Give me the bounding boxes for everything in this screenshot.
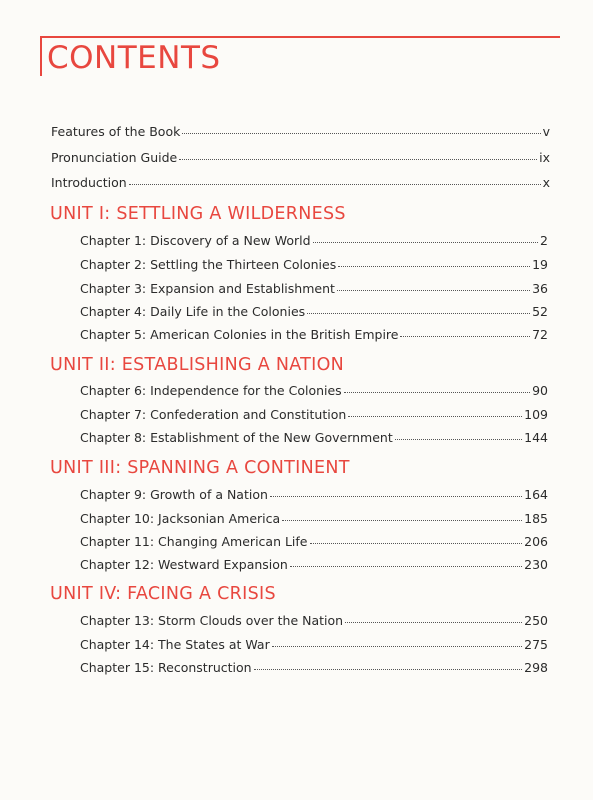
toc-chapter-entry[interactable] <box>80 381 548 399</box>
toc-entry-page: 250 <box>524 613 548 628</box>
toc-entry-label: Chapter 15: Reconstruction <box>80 660 252 675</box>
toc-chapter-entry[interactable] <box>80 555 548 573</box>
dot-leader <box>270 483 522 497</box>
unit-heading[interactable]: UNIT I: SETTLING A WILDERNESS <box>50 204 346 224</box>
toc-entry-label: Chapter 11: Changing American Life <box>80 534 308 549</box>
toc-entry-page: 230 <box>524 557 548 572</box>
toc-chapter-entry[interactable] <box>80 325 548 343</box>
toc-entry-label: Chapter 9: Growth of a Nation <box>80 487 268 502</box>
toc-entry-label: Chapter 4: Daily Life in the Colonies <box>80 304 306 319</box>
toc-entry-page: x <box>542 175 550 190</box>
toc-entry-label: Chapter 8: Establishment of the New Government <box>80 430 393 445</box>
toc-chapter-entry[interactable] <box>80 611 548 629</box>
dot-leader <box>307 300 530 314</box>
dot-leader <box>254 656 523 670</box>
dot-leader <box>282 507 522 521</box>
toc-chapter-entry[interactable] <box>80 635 548 653</box>
toc-chapter-entry[interactable] <box>80 231 548 249</box>
toc-chapter-entry[interactable] <box>80 302 548 320</box>
dot-leader <box>400 323 530 337</box>
toc-entry-page: 109 <box>524 407 548 422</box>
dot-leader <box>337 277 530 291</box>
toc-entry-page: 164 <box>524 487 548 502</box>
toc-entry-page: 36 <box>532 281 548 296</box>
dot-leader <box>310 530 523 544</box>
header-corner-tick <box>40 36 42 76</box>
dot-leader <box>338 253 530 267</box>
unit-heading[interactable]: UNIT IV: FACING A CRISIS <box>50 584 276 604</box>
toc-entry-page: 52 <box>532 304 548 319</box>
toc-entry-label: Introduction <box>51 175 127 190</box>
toc-chapter-entry[interactable] <box>80 658 548 676</box>
dot-leader <box>313 229 539 243</box>
toc-chapter-entry[interactable] <box>80 509 548 527</box>
toc-entry-label: Chapter 14: The States at War <box>80 637 270 652</box>
dot-leader <box>272 633 522 647</box>
toc-entry-page: v <box>542 124 550 139</box>
toc-entry-label: Chapter 10: Jacksonian America <box>80 511 281 526</box>
toc-entry-label: Chapter 6: Independence for the Colonies <box>80 383 342 398</box>
toc-entry-features[interactable] <box>51 122 550 140</box>
toc-entry-page: 206 <box>524 534 548 549</box>
unit-heading[interactable]: UNIT III: SPANNING A CONTINENT <box>50 458 350 478</box>
toc-entry-introduction[interactable] <box>51 173 550 191</box>
toc-chapter-entry[interactable] <box>80 532 548 550</box>
toc-entry-page: 2 <box>540 233 548 248</box>
toc-entry-label: Pronunciation Guide <box>51 150 178 165</box>
toc-chapter-entry[interactable] <box>80 255 548 273</box>
toc-entry-label: Features of the Book <box>51 124 181 139</box>
dot-leader <box>344 379 530 393</box>
toc-entry-page: 90 <box>532 383 548 398</box>
dot-leader <box>345 609 522 623</box>
toc-entry-page: 19 <box>532 257 548 272</box>
toc-entry-page: 275 <box>524 637 548 652</box>
dot-leader <box>182 120 540 134</box>
dot-leader <box>129 171 541 185</box>
header-rule <box>40 36 560 38</box>
toc-entry-label: Chapter 13: Storm Clouds over the Nation <box>80 613 344 628</box>
unit-heading[interactable]: UNIT II: ESTABLISHING A NATION <box>50 355 345 375</box>
page-title: CONTENTS <box>47 40 221 76</box>
toc-entry-pronunciation[interactable] <box>51 148 550 166</box>
toc-chapter-entry[interactable] <box>80 279 548 297</box>
toc-entry-label: Chapter 5: American Colonies in the British Empire <box>80 327 399 342</box>
toc-entry-label: Chapter 7: Confederation and Constitution <box>80 407 347 422</box>
toc-entry-page: 72 <box>532 327 548 342</box>
toc-chapter-entry[interactable] <box>80 428 548 446</box>
toc-chapter-entry[interactable] <box>80 485 548 503</box>
toc-chapter-entry[interactable] <box>80 405 548 423</box>
dot-leader <box>348 403 522 417</box>
toc-entry-label: Chapter 12: Westward Expansion <box>80 557 288 572</box>
toc-entry-label: Chapter 2: Settling the Thirteen Colonies <box>80 257 337 272</box>
toc-entry-page: 144 <box>524 430 548 445</box>
toc-entry-page: 185 <box>524 511 548 526</box>
toc-entry-page: 298 <box>524 660 548 675</box>
toc-entry-label: Chapter 3: Expansion and Establishment <box>80 281 335 296</box>
toc-entry-page: ix <box>539 150 550 165</box>
dot-leader <box>290 553 522 567</box>
dot-leader <box>395 426 522 440</box>
dot-leader <box>179 146 537 160</box>
toc-entry-label: Chapter 1: Discovery of a New World <box>80 233 311 248</box>
